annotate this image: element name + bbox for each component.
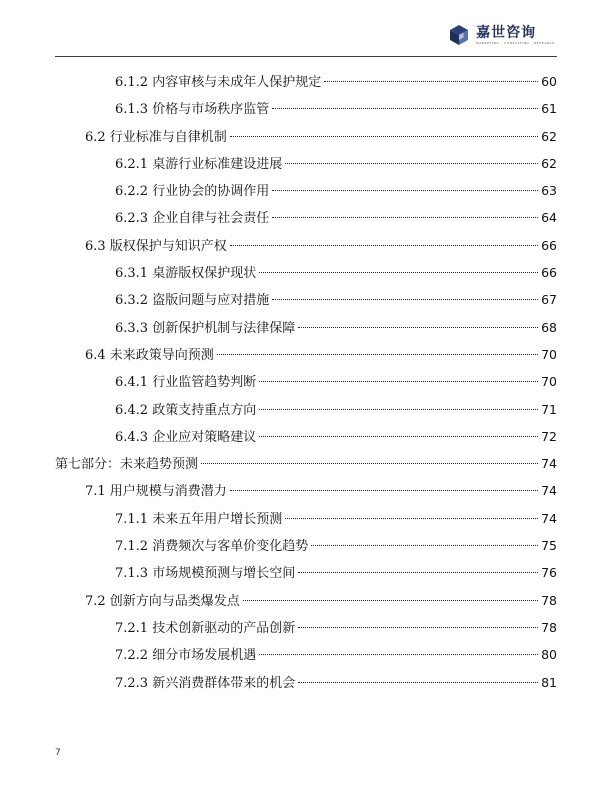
toc-entry-page: 78 xyxy=(541,619,557,635)
toc-entry[interactable] xyxy=(55,669,557,696)
toc-entry-page: 81 xyxy=(541,674,557,690)
toc-dot-leader xyxy=(230,245,538,246)
toc-dot-leader xyxy=(259,409,538,410)
toc-entry[interactable] xyxy=(55,204,557,231)
toc-entry[interactable] xyxy=(55,123,557,150)
toc-entry-title: 6.3.1 桌游版权保护现状 xyxy=(115,266,257,282)
toc-entry[interactable] xyxy=(55,68,557,95)
toc-dot-leader xyxy=(324,81,538,82)
toc-entry[interactable] xyxy=(55,641,557,668)
toc-entry-title: 6.4.1 行业监管趋势判断 xyxy=(115,375,257,391)
toc-entry-title: 7.1 用户规模与消费潜力 xyxy=(85,484,227,500)
toc-entry-title: 7.2.1 技术创新驱动的产品创新 xyxy=(115,620,296,636)
toc-entry-title: 6.3.2 盗版问题与应对措施 xyxy=(115,293,270,309)
toc-entry-page: 76 xyxy=(541,565,557,581)
toc-entry-page: 64 xyxy=(541,210,557,226)
table-of-contents xyxy=(55,68,557,696)
toc-entry-page: 71 xyxy=(541,401,557,417)
toc-entry[interactable] xyxy=(55,505,557,532)
toc-entry-title: 7.1.1 未来五年用户增长预测 xyxy=(115,511,283,527)
toc-entry-title: 7.2.3 新兴消费群体带来的机会 xyxy=(115,675,296,691)
toc-dot-leader xyxy=(230,136,538,137)
toc-entry-title: 6.4.3 企业应对策略建议 xyxy=(115,429,257,445)
toc-entry-title: 6.1.2 内容审核与未成年人保护规定 xyxy=(115,75,322,90)
toc-entry-page: 68 xyxy=(541,319,557,335)
toc-entry-page: 75 xyxy=(541,538,557,554)
toc-entry[interactable] xyxy=(55,559,557,586)
toc-entry-title: 第七部分：未来趋势预测 xyxy=(55,457,199,473)
toc-dot-leader xyxy=(259,654,538,655)
toc-entry[interactable] xyxy=(55,150,557,177)
toc-entry[interactable] xyxy=(55,450,557,477)
toc-entry[interactable] xyxy=(55,232,557,259)
toc-entry[interactable] xyxy=(55,587,557,614)
toc-entry-page: 74 xyxy=(541,510,557,526)
toc-entry-page: 74 xyxy=(541,483,557,499)
toc-entry-page: 70 xyxy=(541,374,557,390)
toc-dot-leader xyxy=(285,163,538,164)
toc-dot-leader xyxy=(298,572,538,573)
toc-dot-leader xyxy=(201,463,538,464)
toc-entry[interactable] xyxy=(55,286,557,313)
toc-entry-page: 63 xyxy=(541,183,557,199)
toc-dot-leader xyxy=(311,545,538,546)
toc-entry-title: 6.4.2 政策支持重点方向 xyxy=(115,402,257,418)
toc-dot-leader xyxy=(272,299,538,300)
toc-entry-page: 66 xyxy=(541,265,557,281)
toc-entry-title: 6.2 行业标准与自律机制 xyxy=(85,129,227,145)
toc-entry[interactable] xyxy=(55,368,557,395)
toc-entry-page: 62 xyxy=(541,128,557,144)
toc-entry-title: 6.1.3 价格与市场秩序监管 xyxy=(115,102,270,118)
toc-entry-page: 72 xyxy=(541,428,557,444)
toc-entry-title: 7.2 创新方向与品类爆发点 xyxy=(85,593,240,609)
toc-dot-leader xyxy=(298,682,538,683)
toc-entry-page: 67 xyxy=(541,292,557,308)
toc-entry-page: 74 xyxy=(541,456,557,472)
toc-entry-title: 6.3 版权保护与知识产权 xyxy=(85,238,227,254)
toc-dot-leader xyxy=(285,518,538,519)
toc-entry[interactable] xyxy=(55,614,557,641)
toc-entry-page: 80 xyxy=(541,647,557,663)
toc-entry[interactable] xyxy=(55,177,557,204)
toc-entry-page: 66 xyxy=(541,237,557,253)
toc-dot-leader xyxy=(272,108,538,109)
toc-entry-title: 6.2.2 行业协会的协调作用 xyxy=(115,184,270,200)
toc-dot-leader xyxy=(272,190,538,191)
toc-entry-title: 6.3.3 创新保护机制与法律保障 xyxy=(115,320,296,336)
toc-entry[interactable] xyxy=(55,95,557,122)
toc-entry-page: 60 xyxy=(541,74,557,89)
toc-entry[interactable] xyxy=(55,314,557,341)
toc-entry-page: 78 xyxy=(541,592,557,608)
toc-dot-leader xyxy=(259,436,538,437)
brand-logo xyxy=(448,24,555,46)
toc-entry[interactable] xyxy=(55,259,557,286)
toc-dot-leader xyxy=(217,354,538,355)
toc-entry[interactable] xyxy=(55,396,557,423)
page-header xyxy=(55,20,557,57)
toc-entry-title: 7.1.3 市场规模预测与增长空间 xyxy=(115,566,296,582)
toc-dot-leader xyxy=(243,600,538,601)
toc-dot-leader xyxy=(230,490,538,491)
toc-entry-title: 7.2.2 细分市场发展机遇 xyxy=(115,648,257,664)
toc-entry[interactable] xyxy=(55,341,557,368)
toc-entry-title: 6.2.1 桌游行业标准建设进展 xyxy=(115,156,283,172)
toc-entry[interactable] xyxy=(55,423,557,450)
cube-logo-icon xyxy=(448,24,470,46)
toc-entry-title: 7.1.2 消费频次与客单价变化趋势 xyxy=(115,539,309,555)
toc-entry[interactable] xyxy=(55,477,557,504)
brand-name: 嘉世咨询 xyxy=(476,24,537,41)
toc-entry-title: 6.4 未来政策导向预测 xyxy=(85,347,214,363)
brand-tagline: MARKETING · CONSULTING · RESEARCH xyxy=(476,40,555,45)
toc-entry-page: 62 xyxy=(541,155,557,171)
toc-dot-leader xyxy=(259,272,538,273)
toc-dot-leader xyxy=(259,381,538,382)
toc-entry-page: 70 xyxy=(541,346,557,362)
toc-entry[interactable] xyxy=(55,532,557,559)
page-number: 7 xyxy=(55,748,61,758)
toc-entry-title: 6.2.3 企业自律与社会责任 xyxy=(115,211,270,227)
toc-entry-page: 61 xyxy=(541,101,557,117)
toc-dot-leader xyxy=(298,327,538,328)
toc-dot-leader xyxy=(298,627,538,628)
toc-dot-leader xyxy=(272,217,538,218)
